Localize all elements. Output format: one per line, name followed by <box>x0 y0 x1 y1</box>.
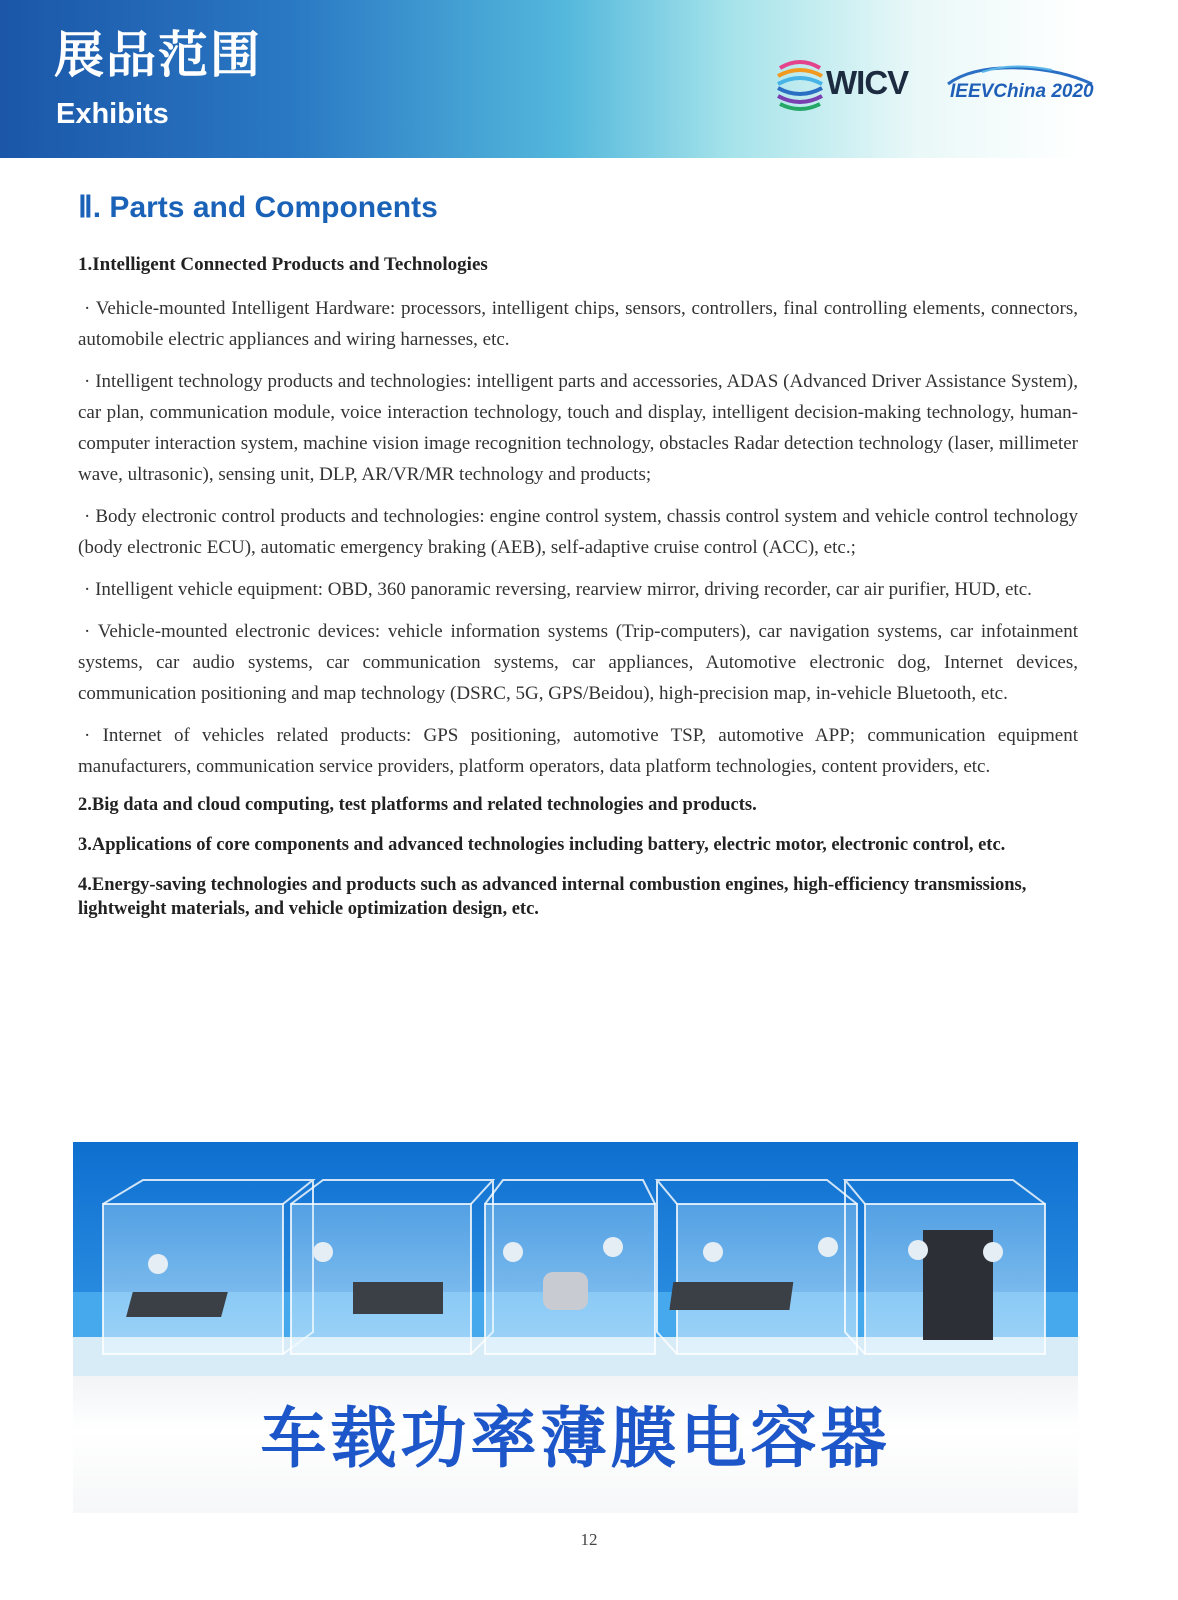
exhibit-photo <box>73 1142 1078 1513</box>
content-body <box>78 252 1078 937</box>
ieevchina-logo <box>942 62 1102 112</box>
bullet-item <box>78 574 1078 605</box>
header-title-english: Exhibits <box>56 98 169 130</box>
display-case <box>291 1180 493 1354</box>
ieevchina-logo-text: IEEVChina 2020 <box>950 81 1094 102</box>
wicv-logo-text: WICV <box>826 64 909 101</box>
bullet-dot-icon: · <box>84 724 103 746</box>
bullet-text: Vehicle-mounted electronic devices: vehicle information systems (Trip-computers), car navigation systems, car infotainment systems, car audio systems, car communication systems, car appliances, Automotive electronic dog, Internet devices, communication positioning and map technology (DSRC, 5G, GPS/Beidou), high-precision map, in-vehicle Bluetooth, etc. <box>78 620 1078 704</box>
bullet-item <box>78 293 1078 355</box>
bullet-item <box>78 720 1078 782</box>
display-case <box>485 1180 655 1354</box>
bullet-dot-icon: · <box>84 620 98 642</box>
bullet-item <box>78 366 1078 490</box>
display-case <box>103 1180 313 1354</box>
page-header <box>0 0 1178 158</box>
subsection-heading: 1.Intelligent Connected Products and Technologies <box>78 254 488 275</box>
wicv-logo <box>776 52 926 118</box>
item-2: 2.Big data and cloud computing, test platforms and related technologies and products. <box>78 794 757 815</box>
section-title: Ⅱ. Parts and Components <box>78 191 438 224</box>
page-number: 12 <box>580 1530 598 1549</box>
item-4: 4.Energy-saving technologies and products such as advanced internal combustion engines, high-efficiency transmissions, lightweight materials, and vehicle optimization design, etc. <box>78 874 1027 919</box>
bullet-text: Intelligent technology products and technologies: intelligent parts and accessories, ADAS (Advanced Driver Assistance System), car plan, communication module, voice interaction technology, touch and display, intelligent decision-making technology, human-computer interaction system, machine vision image recognition technology, obstacles Radar detection technology (laser, millimeter wave, ultrasonic), sensing unit, DLP, AR/VR/MR technology and products; <box>78 370 1079 485</box>
bullet-item <box>78 616 1078 709</box>
banner-text: 车载功率薄膜电容器 <box>260 1400 891 1477</box>
banner <box>73 1376 1078 1513</box>
item-3: 3.Applications of core components and advanced technologies including battery, electric motor, electronic control, etc. <box>78 834 1006 855</box>
header-title-chinese: 展品范围 <box>54 26 262 84</box>
display-cases-illustration <box>73 1142 1078 1382</box>
wicv-emblem-icon <box>776 54 824 116</box>
bullet-dot-icon: · <box>84 578 96 600</box>
bullet-text: Intelligent vehicle equipment: OBD, 360 panoramic reversing, rearview mirror, driving recorder, car air purifier, HUD, etc. <box>95 578 1032 600</box>
bullet-dot-icon: · <box>84 505 96 527</box>
bullet-text: Body electronic control products and technologies: engine control system, chassis control system and vehicle control technology (body electronic ECU), automatic emergency braking (AEB), self-adaptive cruise control (ACC), etc.; <box>78 505 1078 558</box>
bullet-text: Internet of vehicles related products: GPS positioning, automotive TSP, automotive APP; communication equipment manufacturers, communication service providers, platform operators, data platform technologies, content providers, etc. <box>78 724 1079 777</box>
bullet-dot-icon: · <box>84 297 96 319</box>
bullet-item <box>78 501 1078 563</box>
bullet-dot-icon: · <box>84 370 96 392</box>
bullet-text: Vehicle-mounted Intelligent Hardware: processors, intelligent chips, sensors, controllers, final controlling elements, connectors, automobile electric appliances and wiring harnesses, etc. <box>78 297 1078 350</box>
display-case <box>657 1180 857 1354</box>
